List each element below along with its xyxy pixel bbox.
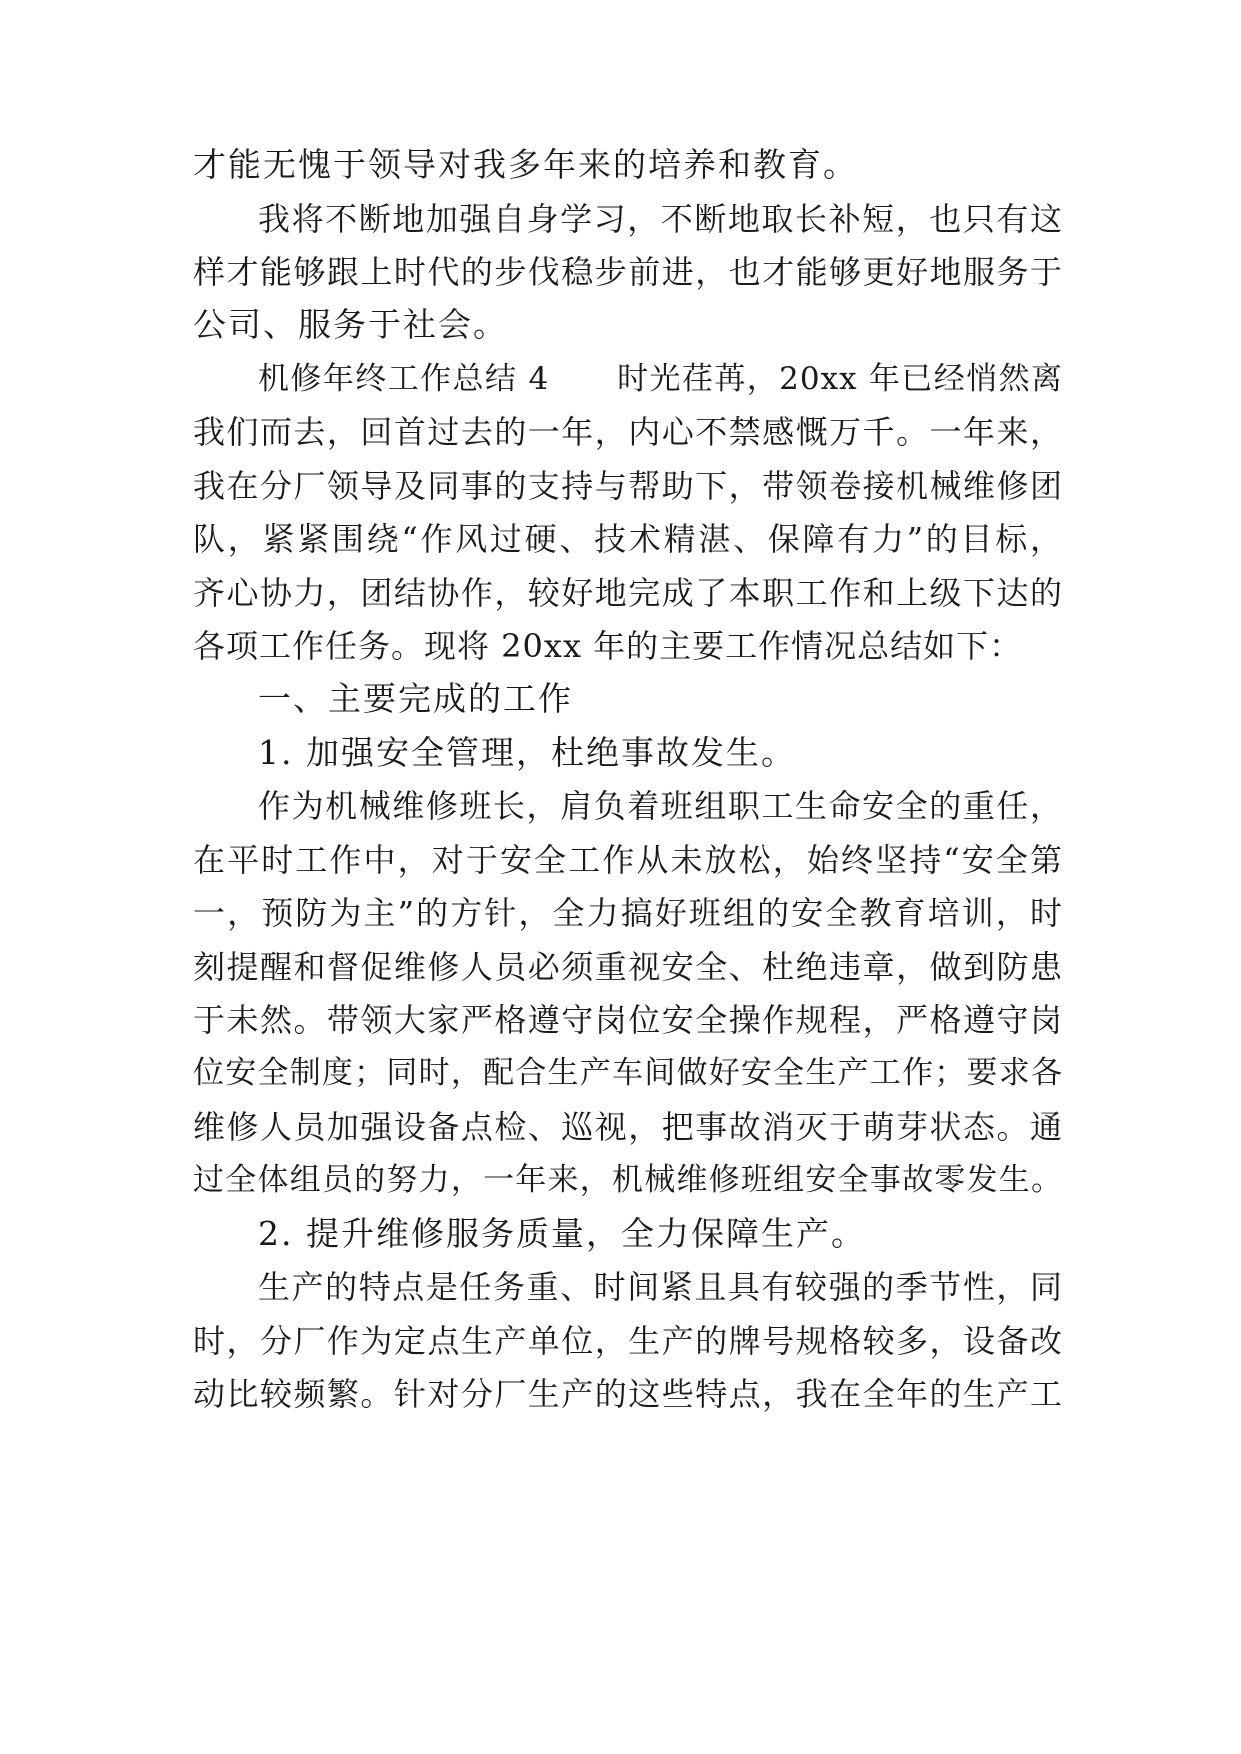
text-line: 我在分厂领导及同事的支持与帮助下，带领卷接机械维修团 xyxy=(193,467,1063,505)
text-line: 维修人员加强设备点检、巡视，把事故消灭于萌芽状态。通 xyxy=(193,1108,1063,1146)
text-line: 在平时工作中，对于安全工作从未放松，始终坚持“安全第 xyxy=(193,841,1063,879)
text-line: 动比较频繁。针对分厂生产的这些特点，我在全年的生产工 xyxy=(193,1375,1063,1413)
text-line: 齐心协力，团结协作，较好地完成了本职工作和上级下达的 xyxy=(193,574,1063,612)
text-line: 过全体组员的努力，一年来，机械维修班组安全事故零发生。 xyxy=(193,1162,1063,1198)
text-line: 样才能够跟上时代的步伐稳步前进，也才能够更好地服务于 xyxy=(193,253,1063,291)
text-line: 各项工作任务。现将 20xx 年的主要工作情况总结如下： xyxy=(193,627,1023,665)
text-line: 才能无愧于领导对我多年来的培养和教育。 xyxy=(193,145,858,184)
text-line: 机修年终工作总结 4 时光荏苒，20xx 年已经悄然离 xyxy=(258,361,1063,397)
text-line: 我将不断地加强自身学习，不断地取长补短，也只有这 xyxy=(258,200,1063,238)
text-line: 一，预防为主”的方针，全力搞好班组的安全教育培训，时 xyxy=(193,894,1063,932)
text-line: 时，分厂作为定点生产单位，生产的牌号规格较多，设备改 xyxy=(193,1322,1063,1360)
text-line: 我们而去，回首过去的一年，内心不禁感慨万千。一年来， xyxy=(193,413,1063,451)
text-line: 作为机械维修班长，肩负着班组职工生命安全的重任， xyxy=(258,787,1063,825)
text-line: 队，紧紧围绕“作风过硬、技术精湛、保障有力”的目标， xyxy=(193,520,1063,558)
section-heading: 一、主要完成的工作 xyxy=(258,679,573,718)
subsection-heading: 2. 提升维修服务质量，全力保障生产。 xyxy=(258,1214,866,1253)
text-line: 刻提醒和督促维修人员必须重视安全、杜绝违章，做到防患 xyxy=(193,948,1063,986)
text-line: 生产的特点是任务重、时间紧且具有较强的季节性，同 xyxy=(258,1268,1063,1306)
text-line: 于未然。带领大家严格遵守岗位安全操作规程，严格遵守岗 xyxy=(193,1001,1063,1039)
text-line: 位安全制度；同时，配合生产车间做好安全生产工作；要求各 xyxy=(193,1055,1063,1091)
subsection-heading: 1. 加强安全管理，杜绝事故发生。 xyxy=(258,733,796,772)
text-line: 公司、服务于社会。 xyxy=(193,305,508,344)
